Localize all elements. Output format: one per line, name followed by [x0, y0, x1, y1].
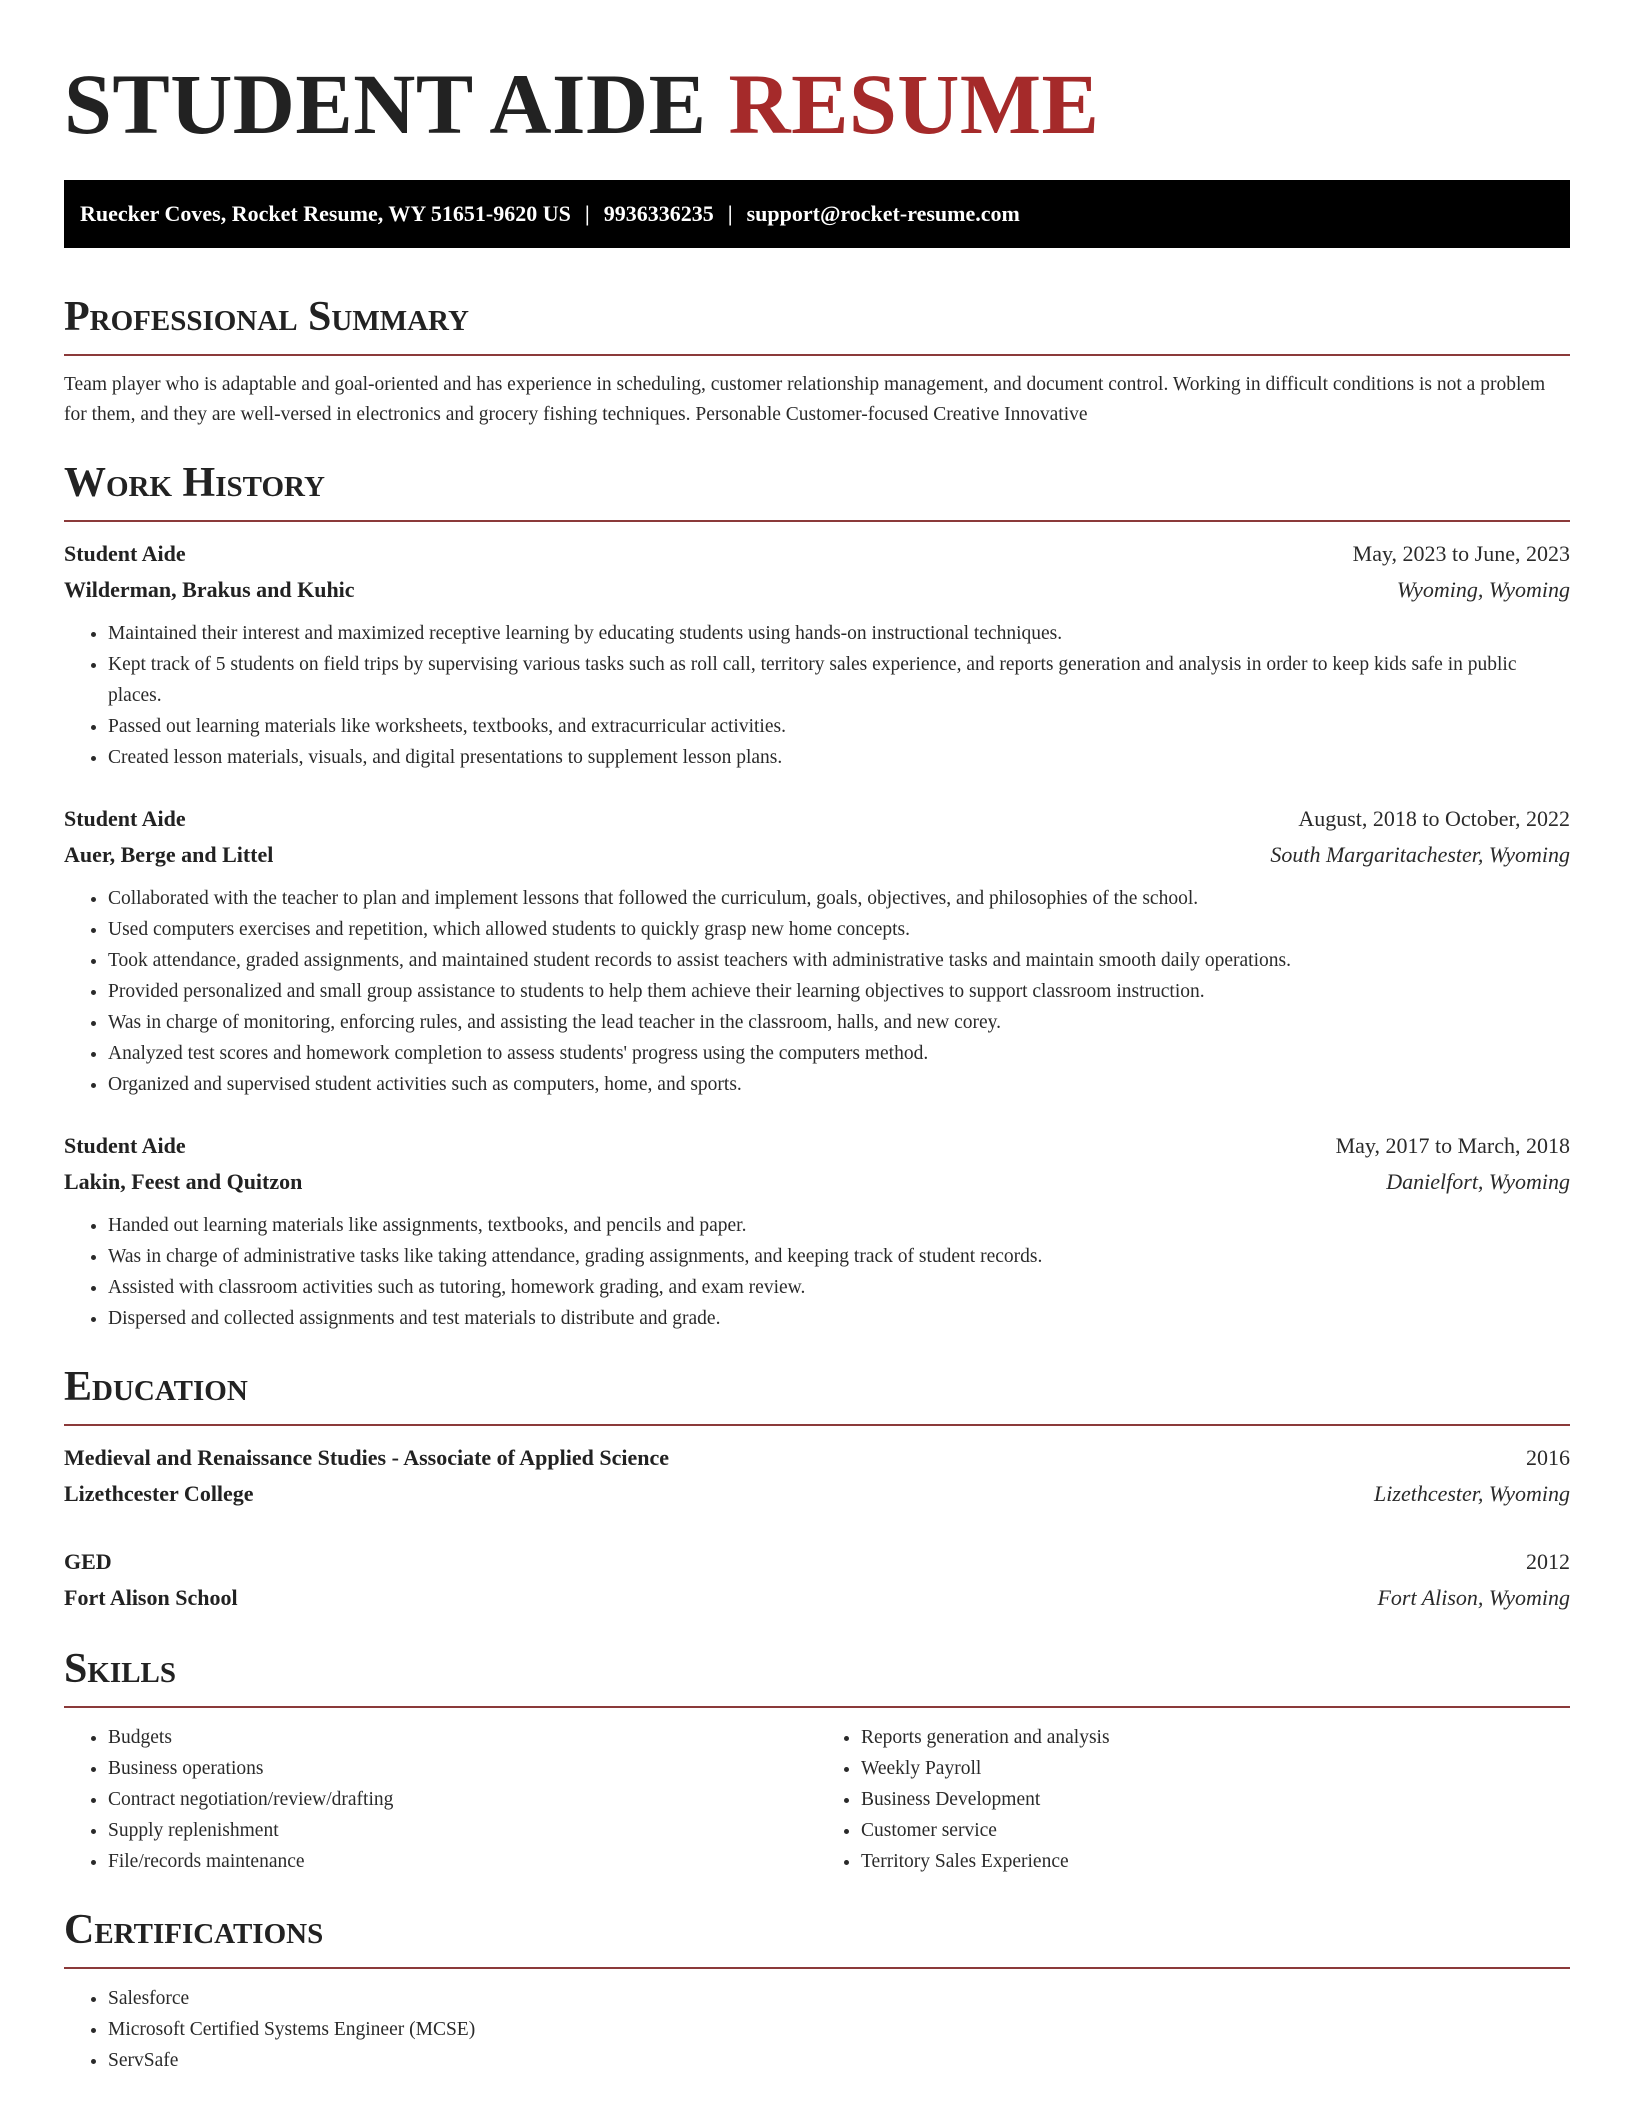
certifications-section	[64, 1905, 1570, 2076]
certifications-list	[64, 1983, 1570, 2076]
skill-item: • Reports generation and analysis	[861, 1722, 1570, 1753]
job-title: Student Aide	[64, 541, 186, 566]
skills-heading: Skills	[64, 1644, 1570, 1708]
education-location: Lizethcester, Wyoming	[1374, 1481, 1570, 1506]
title-main: STUDENT AIDE	[64, 56, 707, 152]
education-degree: GED	[64, 1549, 112, 1574]
education-entry	[64, 1544, 1570, 1616]
resume-title	[64, 58, 1570, 150]
contact-address: Ruecker Coves, Rocket Resume, WY 51651-9620 US	[80, 201, 571, 226]
summary-text: Team player who is adaptable and goal-oriented and has experience in scheduling, customer relationship management, and document control. Working in difficult conditions is not a problem for them, and they are well-versed in electronics and grocery fishing techniques. Personable Customer-focused Creative Innovative	[64, 374, 1546, 425]
job-bullets	[64, 1210, 1570, 1334]
summary-section	[64, 292, 1570, 430]
job-title: Student Aide	[64, 1133, 186, 1158]
education-school-row	[64, 1580, 1570, 1616]
education-school: Fort Alison School	[64, 1585, 238, 1610]
job-bullet: • Was in charge of administrative tasks like taking attendance, grading assignments, and keeping track of student records.	[108, 1241, 1570, 1272]
education-entry	[64, 1440, 1570, 1512]
education-location: Fort Alison, Wyoming	[1377, 1585, 1570, 1610]
job-title: Student Aide	[64, 806, 186, 831]
resume-page	[64, 0, 1570, 2076]
contact-separator: |	[727, 201, 733, 226]
job-bullet: • Created lesson materials, visuals, and digital presentations to supplement lesson plans.	[108, 742, 1570, 773]
education-section	[64, 1362, 1570, 1616]
education-school: Lizethcester College	[64, 1481, 254, 1506]
job-entry	[64, 801, 1570, 1100]
education-degree-row	[64, 1544, 1570, 1580]
job-location: South Margaritachester, Wyoming	[1270, 842, 1570, 867]
job-bullet: • Collaborated with the teacher to plan and implement lessons that followed the curriculum, goals, objectives, and philosophies of the school.	[108, 883, 1570, 914]
education-year: 2016	[1526, 1445, 1570, 1470]
job-bullet: • Took attendance, graded assignments, and maintained student records to assist teachers with administrative tasks and maintain smooth daily operations.	[108, 945, 1570, 976]
education-school-row	[64, 1476, 1570, 1512]
work-history-section	[64, 458, 1570, 1334]
job-company-row	[64, 1164, 1570, 1200]
job-bullet: • Passed out learning materials like worksheets, textbooks, and extracurricular activities.	[108, 711, 1570, 742]
contact-email[interactable]: support@rocket-resume.com	[746, 201, 1020, 226]
job-bullet: • Kept track of 5 students on field trips by supervising various tasks such as roll call, territory sales experience, and reports generation and analysis in order to keep kids safe in public places.	[108, 649, 1570, 711]
job-header-row	[64, 1128, 1570, 1164]
job-company-row	[64, 572, 1570, 608]
title-accent: RESUME	[728, 56, 1100, 152]
job-company: Wilderman, Brakus and Kuhic	[64, 577, 355, 602]
job-bullet: • Provided personalized and small group assistance to students to help them achieve their learning objectives to support classroom instruction.	[108, 976, 1570, 1007]
education-year: 2012	[1526, 1549, 1570, 1574]
job-dates: May, 2017 to March, 2018	[1335, 1133, 1570, 1158]
education-heading: Education	[64, 1362, 1570, 1426]
job-bullet: • Organized and supervised student activities such as computers, home, and sports.	[108, 1069, 1570, 1100]
job-dates: August, 2018 to October, 2022	[1298, 806, 1570, 831]
job-header-row	[64, 801, 1570, 837]
skill-item: • Supply replenishment	[108, 1815, 817, 1846]
job-bullets	[64, 618, 1570, 773]
certification-item: • Microsoft Certified Systems Engineer (MCSE)	[108, 2014, 1570, 2045]
skills-list-right	[817, 1722, 1570, 1877]
skill-item: • Weekly Payroll	[861, 1753, 1570, 1784]
job-company: Lakin, Feest and Quitzon	[64, 1169, 303, 1194]
summary-heading: Professional Summary	[64, 292, 1570, 356]
job-bullet: • Used computers exercises and repetition, which allowed students to quickly grasp new home concepts.	[108, 914, 1570, 945]
job-entry	[64, 536, 1570, 773]
job-bullet: • Maintained their interest and maximized receptive learning by educating students using hands-on instructional techniques.	[108, 618, 1570, 649]
job-bullet: • Dispersed and collected assignments and test materials to distribute and grade.	[108, 1303, 1570, 1334]
job-location: Danielfort, Wyoming	[1386, 1169, 1570, 1194]
job-bullet: • Assisted with classroom activities such as tutoring, homework grading, and exam review.	[108, 1272, 1570, 1303]
skill-item: • Business operations	[108, 1753, 817, 1784]
job-bullet: • Analyzed test scores and homework completion to assess students' progress using the computers method.	[108, 1038, 1570, 1069]
skill-item: • Contract negotiation/review/drafting	[108, 1784, 817, 1815]
skill-item: • Territory Sales Experience	[861, 1846, 1570, 1877]
work-history-heading: Work History	[64, 458, 1570, 522]
contact-separator: |	[584, 201, 590, 226]
job-location: Wyoming, Wyoming	[1396, 577, 1570, 602]
certification-item: • ServSafe	[108, 2045, 1570, 2076]
job-entry	[64, 1128, 1570, 1334]
job-company: Auer, Berge and Littel	[64, 842, 274, 867]
skills-list-left	[64, 1722, 817, 1877]
skill-item: • File/records maintenance	[108, 1846, 817, 1877]
job-company-row	[64, 837, 1570, 873]
skill-item: • Business Development	[861, 1784, 1570, 1815]
skill-item: • Budgets	[108, 1722, 817, 1753]
job-bullet: • Was in charge of monitoring, enforcing rules, and assisting the lead teacher in the classroom, halls, and new corey.	[108, 1007, 1570, 1038]
skill-item: • Customer service	[861, 1815, 1570, 1846]
certification-item: • Salesforce	[108, 1983, 1570, 2014]
education-degree: Medieval and Renaissance Studies - Associate of Applied Science	[64, 1445, 670, 1470]
skills-section	[64, 1644, 1570, 1877]
education-degree-row	[64, 1440, 1570, 1476]
job-header-row	[64, 536, 1570, 572]
contact-bar	[64, 180, 1570, 248]
contact-phone[interactable]: 9936336235	[603, 201, 714, 226]
certifications-heading: Certifications	[64, 1905, 1570, 1969]
job-bullet: • Handed out learning materials like assignments, textbooks, and pencils and paper.	[108, 1210, 1570, 1241]
job-bullets	[64, 883, 1570, 1100]
job-dates: May, 2023 to June, 2023	[1352, 541, 1570, 566]
skills-grid	[64, 1722, 1570, 1877]
